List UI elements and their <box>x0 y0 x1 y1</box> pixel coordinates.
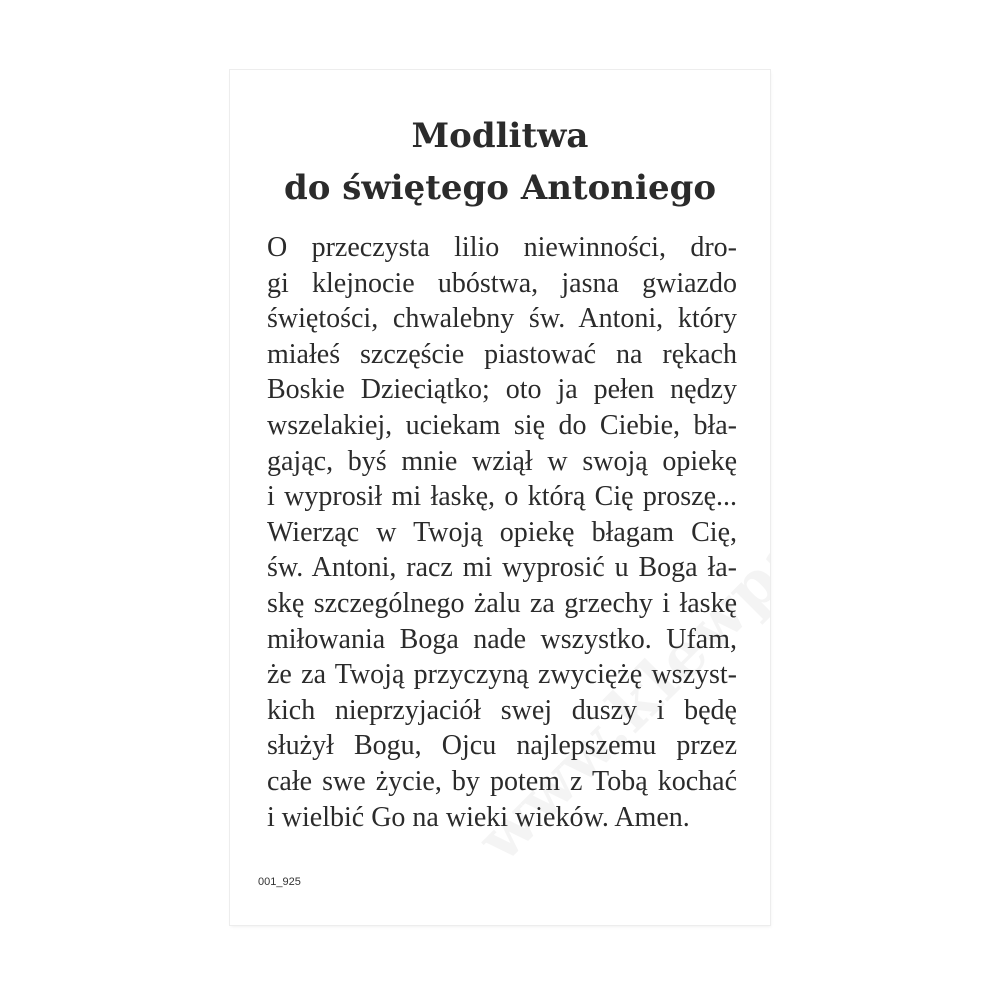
prayer-line: całe swe życie, by potem z Tobą kochać <box>267 765 737 797</box>
prayer-line: i wyprosił mi łaskę, o którą Cię proszę... <box>267 481 737 513</box>
prayer-line: miłowania Boga nade wszystko. Ufam, <box>267 623 737 655</box>
title-line-2: do świętego Antoniego <box>283 168 717 208</box>
prayer-line: służył Bogu, Ojcu najlepszemu przez <box>267 730 737 762</box>
prayer-line: O przeczysta lilio niewinności, dro- <box>267 232 737 263</box>
prayer-line: Boskie Dzieciątko; oto ja pełen nędzy <box>267 374 737 406</box>
prayer-card <box>230 70 770 925</box>
prayer-line: kich nieprzyjaciół swej duszy i będę <box>267 694 737 726</box>
prayer-line: że za Twoją przyczyną zwyciężę wszyst- <box>267 659 737 691</box>
prayer-line: św. Antoni, racz mi wyprosić u Boga ła- <box>267 552 737 584</box>
prayer-text <box>267 230 737 835</box>
prayer-line: gi klejnocie ubóstwa, jasna gwiazdo <box>267 267 737 299</box>
title-line-1: Modlitwa <box>411 116 589 156</box>
prayer-line: wszelakiej, uciekam się do Ciebie, bła- <box>267 409 737 441</box>
prayer-line: miałeś szczęście piastować na rękach <box>267 338 737 370</box>
prayer-line: gając, byś mnie wziął w swoją opiekę <box>267 445 737 477</box>
prayer-line: świętości, chwalebny św. Antoni, który <box>267 303 737 335</box>
product-code: 001_925 <box>258 876 301 888</box>
prayer-line: Wierząc w Twoją opiekę błagam Cię, <box>267 516 737 548</box>
prayer-line: skę szczególnego żalu za grzechy i łaskę <box>267 587 737 619</box>
card-title <box>230 110 770 214</box>
prayer-line: i wielbić Go na wieki wieków. Amen. <box>267 801 690 833</box>
